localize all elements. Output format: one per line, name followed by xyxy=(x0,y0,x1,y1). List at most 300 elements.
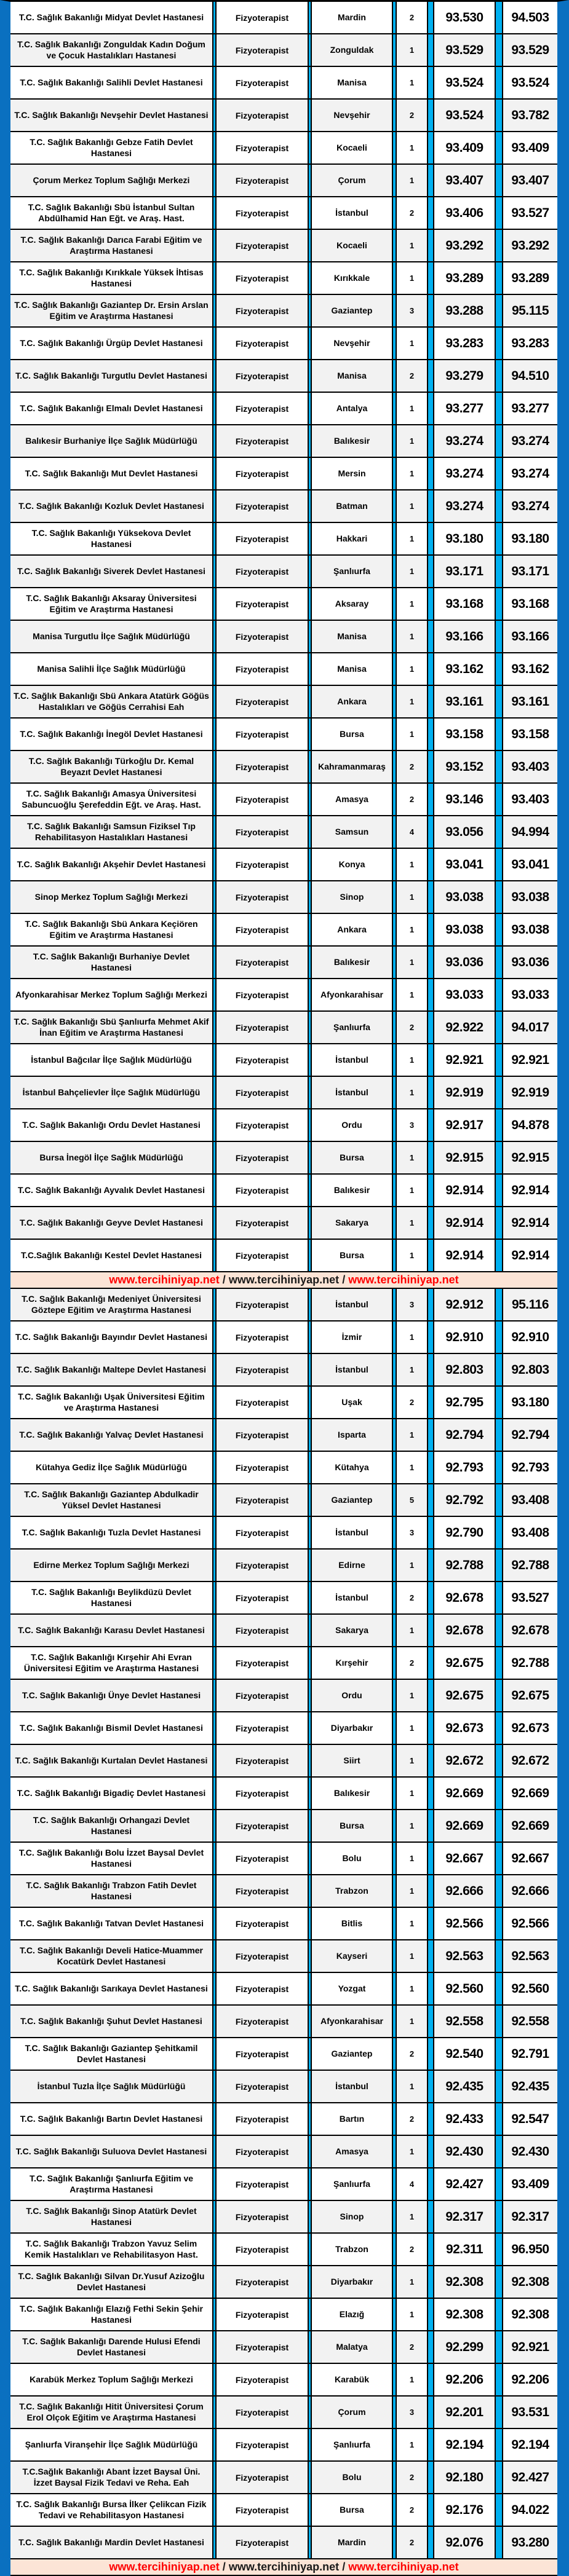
column-separator xyxy=(495,621,503,652)
quota-cell: 2 xyxy=(409,1658,415,1668)
max-score-cell: 93.531 xyxy=(511,2405,549,2419)
institution-name-cell: T.C. Sağlık Bakanlığı Şanlıurfa Eğitim ve Araştırma Hastanesi xyxy=(29,2173,194,2194)
column-separator xyxy=(427,1615,434,1646)
column-separator xyxy=(392,914,397,945)
quota-cell: 1 xyxy=(409,2017,415,2026)
quota-cell: 1 xyxy=(409,1984,415,1993)
column-separator xyxy=(427,230,434,261)
column-separator xyxy=(308,1321,312,1353)
quota-cell: 1 xyxy=(409,1561,415,1570)
table-row xyxy=(10,2299,557,2331)
table-row xyxy=(10,1452,557,1484)
min-score-cell: 92.566 xyxy=(445,1916,483,1931)
column-separator xyxy=(392,2038,397,2070)
city-cell: Ankara xyxy=(337,696,367,706)
column-separator xyxy=(308,2201,312,2232)
min-score-cell: 92.669 xyxy=(445,1786,483,1800)
column-separator xyxy=(427,1647,434,1679)
column-separator xyxy=(308,1484,312,1516)
quota-cell: 1 xyxy=(409,241,415,250)
column-separator xyxy=(392,67,397,98)
position-cell: Fizyoterapist xyxy=(235,1755,289,1766)
city-cell: Sinop xyxy=(340,891,364,902)
min-score-cell: 92.678 xyxy=(445,1623,483,1637)
column-separator xyxy=(308,1875,312,1907)
institution-name-cell: T.C. Sağlık Bakanlığı Bismil Devlet Hastanesi xyxy=(20,1722,203,1733)
institution-name-cell: Sinop Merkez Toplum Sağlığı Merkezi xyxy=(34,891,188,902)
column-separator xyxy=(427,719,434,750)
column-separator xyxy=(308,34,312,66)
table-row xyxy=(10,2364,557,2397)
column-separator xyxy=(308,2429,312,2460)
position-cell: Fizyoterapist xyxy=(235,2537,289,2548)
table-row xyxy=(10,67,557,100)
column-separator xyxy=(392,2266,397,2298)
city-cell: Şanlıurfa xyxy=(333,1022,370,1032)
column-separator xyxy=(427,2429,434,2460)
min-score-cell: 93.529 xyxy=(445,42,483,57)
column-separator xyxy=(392,719,397,750)
position-cell: Fizyoterapist xyxy=(235,240,289,251)
quota-cell: 2 xyxy=(409,1398,415,1407)
column-separator xyxy=(308,1452,312,1483)
column-separator xyxy=(392,1240,397,1271)
table-row xyxy=(10,100,557,132)
column-separator xyxy=(392,1077,397,1108)
column-separator xyxy=(495,1240,503,1271)
city-cell: Konya xyxy=(338,859,365,869)
column-separator xyxy=(392,1908,397,1939)
institution-name-cell: T.C. Sağlık Bakanlığı Uşak Üniversitesi Eğitim ve Araştırma Hastanesi xyxy=(18,1392,205,1412)
min-score-cell: 92.308 xyxy=(445,2307,483,2322)
column-separator xyxy=(427,1517,434,1548)
city-cell: İstanbul xyxy=(335,1527,368,1537)
column-separator xyxy=(308,2168,312,2200)
institution-name-cell: T.C. Sağlık Bakanlığı Nevşehir Devlet Hastanesi xyxy=(14,109,209,120)
column-separator xyxy=(427,881,434,913)
max-score-cell: 93.171 xyxy=(511,564,549,578)
max-score-cell: 92.667 xyxy=(511,1851,549,1865)
column-separator xyxy=(212,1175,217,1206)
min-score-cell: 93.283 xyxy=(445,336,483,350)
column-separator xyxy=(495,1109,503,1141)
column-separator xyxy=(308,816,312,848)
institution-name-cell: İstanbul Bağcılar İlçe Sağlık Müdürlüğü xyxy=(31,1054,192,1065)
quota-cell: 1 xyxy=(409,1186,415,1195)
column-separator xyxy=(392,751,397,782)
city-cell: Mersin xyxy=(338,468,366,478)
column-separator xyxy=(212,2006,217,2037)
min-score-cell: 92.910 xyxy=(445,1329,483,1344)
column-separator xyxy=(308,262,312,294)
city-cell: Şanlıurfa xyxy=(333,2439,370,2449)
quota-cell: 2 xyxy=(409,208,415,218)
column-separator xyxy=(308,1044,312,1076)
city-cell: Elazığ xyxy=(339,2309,365,2319)
city-cell: Bursa xyxy=(340,1250,364,1260)
position-cell: Fizyoterapist xyxy=(235,1022,289,1033)
banner-url: www.tercihiniyap.net xyxy=(109,1274,220,1286)
column-separator xyxy=(212,2103,217,2135)
quota-cell: 1 xyxy=(409,143,415,152)
table-row xyxy=(10,588,557,621)
column-separator xyxy=(392,2494,397,2526)
column-separator xyxy=(212,165,217,196)
institution-name-cell: T.C. Sağlık Bakanlığı Sbü Şanlıurfa Mehmet Akif İnan Eğitim ve Araştırma Hastanesi xyxy=(14,1017,209,1038)
column-separator xyxy=(308,2071,312,2102)
column-separator xyxy=(212,1680,217,1711)
table-row xyxy=(10,1109,557,1142)
quota-cell: 1 xyxy=(409,1365,415,1374)
column-separator xyxy=(495,1875,503,1907)
column-separator xyxy=(427,1484,434,1516)
column-separator xyxy=(308,1175,312,1206)
column-separator xyxy=(212,1517,217,1548)
quota-cell: 1 xyxy=(409,730,415,739)
city-cell: İstanbul xyxy=(335,1299,368,1309)
quota-cell: 1 xyxy=(409,1952,415,1961)
column-separator xyxy=(495,1289,503,1320)
quota-cell: 2 xyxy=(409,371,415,380)
column-separator xyxy=(392,1044,397,1076)
column-separator xyxy=(495,67,503,98)
column-separator xyxy=(392,881,397,913)
min-score-cell: 92.311 xyxy=(445,2242,483,2256)
quota-cell: 2 xyxy=(409,2538,415,2547)
column-separator xyxy=(392,523,397,554)
column-separator xyxy=(212,751,217,782)
city-cell: Kırıkkale xyxy=(333,272,370,283)
quota-cell: 1 xyxy=(409,2212,415,2221)
max-score-cell: 92.919 xyxy=(511,1085,549,1100)
min-score-cell: 93.524 xyxy=(445,75,483,90)
quota-cell: 1 xyxy=(409,2375,415,2384)
quota-cell: 2 xyxy=(409,2049,415,2058)
max-score-cell: 93.161 xyxy=(511,694,549,709)
city-cell: Kırşehir xyxy=(335,1657,368,1668)
column-separator xyxy=(427,2136,434,2167)
quota-cell: 3 xyxy=(409,1528,415,1537)
city-cell: Siirt xyxy=(343,1755,360,1765)
city-cell: Bartın xyxy=(339,2113,365,2124)
quota-cell: 1 xyxy=(409,1463,415,1472)
institution-name-cell: T.C. Sağlık Bakanlığı Hitit Üniversitesi Çorum Erol Olçok Eğitim ve Araştırma Hastanesi xyxy=(19,2401,204,2422)
column-separator xyxy=(308,2397,312,2428)
column-separator xyxy=(212,1940,217,1972)
min-score-cell: 92.917 xyxy=(445,1117,483,1132)
city-cell: Trabzon xyxy=(335,1885,368,1896)
min-score-cell: 93.288 xyxy=(445,303,483,318)
table-row xyxy=(10,262,557,295)
column-separator xyxy=(495,947,503,978)
max-score-cell: 93.038 xyxy=(511,922,549,937)
table-row xyxy=(10,1207,557,1240)
column-separator xyxy=(212,816,217,848)
column-separator xyxy=(427,2494,434,2526)
max-score-cell: 93.158 xyxy=(511,727,549,741)
column-separator xyxy=(212,2364,217,2395)
column-separator xyxy=(427,2364,434,2395)
max-score-cell: 92.558 xyxy=(511,2014,549,2028)
institution-name-cell: T.C. Sağlık Bakanlığı Geyve Devlet Hastanesi xyxy=(19,1217,204,1227)
column-separator xyxy=(212,328,217,359)
column-separator xyxy=(308,2103,312,2135)
max-score-cell: 92.427 xyxy=(511,2470,549,2484)
institution-name-cell: T.C. Sağlık Bakanlığı Aksaray Üniversitesi Eğitim ve Araştırma Hastanesi xyxy=(26,593,197,614)
column-separator xyxy=(212,1843,217,1874)
column-separator xyxy=(427,1843,434,1874)
position-cell: Fizyoterapist xyxy=(235,45,289,55)
column-separator xyxy=(427,1354,434,1385)
max-score-cell: 93.277 xyxy=(511,401,549,416)
table-row xyxy=(10,2168,557,2201)
position-cell: Fizyoterapist xyxy=(235,371,289,381)
min-score-cell: 92.180 xyxy=(445,2470,483,2484)
position-cell: Fizyoterapist xyxy=(235,1120,289,1130)
column-separator xyxy=(212,1142,217,1173)
min-score-cell: 92.672 xyxy=(445,1753,483,1768)
column-separator xyxy=(212,1354,217,1385)
position-cell: Fizyoterapist xyxy=(235,2472,289,2483)
min-score-cell: 92.299 xyxy=(445,2339,483,2354)
institution-name-cell: T.C. Sağlık Bakanlığı Trabzon Fatih Devlet Hastanesi xyxy=(26,1880,197,1901)
column-separator xyxy=(392,1843,397,1874)
position-cell: Fizyoterapist xyxy=(235,1951,289,1961)
table-row xyxy=(10,1778,557,1810)
column-separator xyxy=(392,458,397,489)
column-separator xyxy=(392,2299,397,2330)
city-cell: Manisa xyxy=(337,370,367,380)
quota-cell: 2 xyxy=(409,762,415,771)
table-row xyxy=(10,2494,557,2527)
position-cell: Fizyoterapist xyxy=(235,2146,289,2157)
column-separator xyxy=(308,881,312,913)
column-separator xyxy=(212,2462,217,2493)
column-separator xyxy=(495,2364,503,2395)
institution-name-cell: T.C. Sağlık Bakanlığı Karasu Devlet Hastanesi xyxy=(18,1625,205,1635)
quota-cell: 1 xyxy=(409,436,415,446)
institution-name-cell: T.C. Sağlık Bakanlığı Develi Hatice-Muammer Kocatürk Devlet Hastanesi xyxy=(20,1945,203,1966)
quota-cell: 1 xyxy=(409,1854,415,1863)
column-separator xyxy=(495,132,503,163)
city-cell: İstanbul xyxy=(335,1364,368,1374)
institution-name-cell: T.C. Sağlık Bakanlığı Gebze Fatih Devlet Hastanesi xyxy=(30,137,193,158)
column-separator xyxy=(392,588,397,620)
banner-url: www.tercihiniyap.net xyxy=(228,2561,340,2573)
institution-name-cell: T.C. Sağlık Bakanlığı İnegöl Devlet Hastanesi xyxy=(20,728,203,739)
max-score-cell: 92.788 xyxy=(511,1558,549,1572)
column-separator xyxy=(308,1419,312,1451)
column-separator xyxy=(212,2038,217,2070)
column-separator xyxy=(212,979,217,1010)
column-separator xyxy=(427,1419,434,1451)
column-separator xyxy=(427,621,434,652)
column-separator xyxy=(212,2,217,33)
min-score-cell: 92.430 xyxy=(445,2144,483,2159)
min-score-cell: 93.146 xyxy=(445,792,483,806)
banner-separator: / xyxy=(219,2561,229,2573)
city-cell: Diyarbakır xyxy=(330,1722,373,1733)
table-row xyxy=(10,686,557,719)
max-score-cell: 93.033 xyxy=(511,987,549,1002)
table-row xyxy=(10,653,557,686)
institution-name-cell: T.C. Sağlık Bakanlığı Medeniyet Üniversitesi Göztepe Eğitim ve Araştırma Hastanesi xyxy=(22,1294,201,1315)
table-row xyxy=(10,1680,557,1712)
column-separator xyxy=(495,2103,503,2135)
column-separator xyxy=(212,2527,217,2558)
max-score-cell: 93.529 xyxy=(511,42,549,57)
max-score-cell: 92.666 xyxy=(511,1883,549,1898)
column-separator xyxy=(212,1109,217,1141)
column-separator xyxy=(495,1550,503,1581)
city-cell: Afyonkarahisar xyxy=(320,989,383,999)
table-row xyxy=(10,849,557,881)
quota-cell: 1 xyxy=(409,958,415,967)
city-cell: Batman xyxy=(336,500,368,511)
column-separator xyxy=(427,1745,434,1776)
min-score-cell: 92.673 xyxy=(445,1720,483,1735)
column-separator xyxy=(392,295,397,326)
position-cell: Fizyoterapist xyxy=(235,2016,289,2027)
max-score-cell: 93.527 xyxy=(511,205,549,220)
column-separator xyxy=(212,34,217,66)
position-cell: Fizyoterapist xyxy=(235,305,289,316)
column-separator xyxy=(308,1012,312,1043)
table-row xyxy=(10,1875,557,1908)
column-separator xyxy=(392,1615,397,1646)
table-row xyxy=(10,719,557,751)
position-cell: Fizyoterapist xyxy=(235,2049,289,2059)
city-cell: İstanbul xyxy=(335,1087,368,1097)
min-score-cell: 93.274 xyxy=(445,466,483,481)
column-separator xyxy=(308,295,312,326)
table-row xyxy=(10,1240,557,1272)
institution-name-cell: T.C. Sağlık Bakanlığı Midyat Devlet Hastanesi xyxy=(18,12,204,22)
institution-name-cell: T.C. Sağlık Bakanlığı Gaziantep Dr. Ersin Arslan Eğitim ve Araştırma Hastanesi xyxy=(14,300,209,321)
column-separator xyxy=(495,1615,503,1646)
column-separator xyxy=(427,947,434,978)
max-score-cell: 92.435 xyxy=(511,2079,549,2093)
min-score-cell: 92.433 xyxy=(445,2111,483,2126)
max-score-cell: 93.283 xyxy=(511,336,549,350)
column-separator xyxy=(308,1745,312,1776)
table-row xyxy=(10,2462,557,2494)
column-separator xyxy=(427,34,434,66)
quota-cell: 1 xyxy=(409,534,415,543)
city-cell: Amasya xyxy=(335,794,368,804)
column-separator xyxy=(392,1109,397,1141)
column-separator xyxy=(427,67,434,98)
column-separator xyxy=(495,1810,503,1841)
column-separator xyxy=(212,2136,217,2167)
quota-cell: 1 xyxy=(409,990,415,999)
city-cell: Çorum xyxy=(338,2406,366,2417)
column-separator xyxy=(495,686,503,717)
column-separator xyxy=(212,425,217,457)
institution-name-cell: İstanbul Bahçelievler İlçe Sağlık Müdürlüğü xyxy=(22,1087,201,1097)
column-separator xyxy=(212,100,217,131)
column-separator xyxy=(495,1517,503,1548)
institution-name-cell: T.C. Sağlık Bakanlığı Sarıkaya Devlet Hastanesi xyxy=(15,1983,208,1993)
max-score-cell: 92.678 xyxy=(511,1623,549,1637)
column-separator xyxy=(427,2201,434,2232)
column-separator xyxy=(212,1207,217,1239)
max-score-cell: 92.803 xyxy=(511,1362,549,1377)
position-cell: Fizyoterapist xyxy=(235,2244,289,2255)
column-separator xyxy=(427,1387,434,1418)
column-separator xyxy=(392,979,397,1010)
institution-name-cell: T.C. Sağlık Bakanlığı Bursa İlker Çelikcan Fizik Tedavi ve Rehabilitasyon Hastanesi xyxy=(16,2499,207,2520)
table-row xyxy=(10,1973,557,2006)
max-score-cell: 93.408 xyxy=(511,1525,549,1540)
column-separator xyxy=(495,2136,503,2167)
position-cell: Fizyoterapist xyxy=(235,338,289,349)
column-separator xyxy=(308,979,312,1010)
column-separator xyxy=(427,393,434,424)
max-score-cell: 96.950 xyxy=(511,2242,549,2256)
column-separator xyxy=(308,1517,312,1548)
city-cell: İstanbul xyxy=(335,1054,368,1065)
quota-cell: 1 xyxy=(409,2082,415,2091)
table-row xyxy=(10,2266,557,2299)
quota-cell: 2 xyxy=(409,2114,415,2124)
column-separator xyxy=(495,393,503,424)
quota-cell: 1 xyxy=(409,2277,415,2286)
min-score-cell: 92.793 xyxy=(445,1460,483,1475)
max-score-cell: 92.914 xyxy=(511,1248,549,1262)
quota-cell: 2 xyxy=(409,1023,415,1032)
min-score-cell: 93.161 xyxy=(445,694,483,709)
table-row xyxy=(10,2331,557,2364)
column-separator xyxy=(392,2527,397,2558)
position-cell: Fizyoterapist xyxy=(235,924,289,935)
column-separator xyxy=(308,1973,312,2004)
max-score-cell: 92.317 xyxy=(511,2209,549,2224)
min-score-cell: 93.166 xyxy=(445,629,483,644)
table-row xyxy=(10,2429,557,2462)
column-separator xyxy=(392,2,397,33)
column-separator xyxy=(308,360,312,392)
column-separator xyxy=(427,360,434,392)
column-separator xyxy=(495,1077,503,1108)
column-separator xyxy=(427,2038,434,2070)
institution-name-cell: T.C. Sağlık Bakanlığı Zonguldak Kadın Doğum ve Çocuk Hastalıkları Hastanesi xyxy=(17,39,205,60)
column-separator xyxy=(308,621,312,652)
max-score-cell: 94.503 xyxy=(511,10,549,25)
column-separator xyxy=(212,458,217,489)
quota-cell: 1 xyxy=(409,176,415,185)
column-separator xyxy=(212,556,217,587)
max-score-cell: 94.878 xyxy=(511,1117,549,1132)
column-separator xyxy=(308,2038,312,2070)
column-separator xyxy=(212,1973,217,2004)
column-separator xyxy=(427,816,434,848)
column-separator xyxy=(427,1778,434,1809)
city-cell: Kahramanmaraş xyxy=(318,761,386,771)
position-cell: Fizyoterapist xyxy=(235,2081,289,2092)
quota-cell: 3 xyxy=(409,1121,415,1130)
quota-cell: 1 xyxy=(409,1886,415,1896)
city-cell: Manisa xyxy=(337,663,367,674)
column-separator xyxy=(495,1680,503,1711)
column-separator xyxy=(308,1908,312,1939)
quota-cell: 1 xyxy=(409,469,415,478)
table-row xyxy=(10,425,557,458)
banner-url: www.tercihiniyap.net xyxy=(348,1274,459,1286)
city-cell: Balıkesir xyxy=(333,1787,370,1798)
position-cell: Fizyoterapist xyxy=(235,2374,289,2385)
column-separator xyxy=(212,588,217,620)
